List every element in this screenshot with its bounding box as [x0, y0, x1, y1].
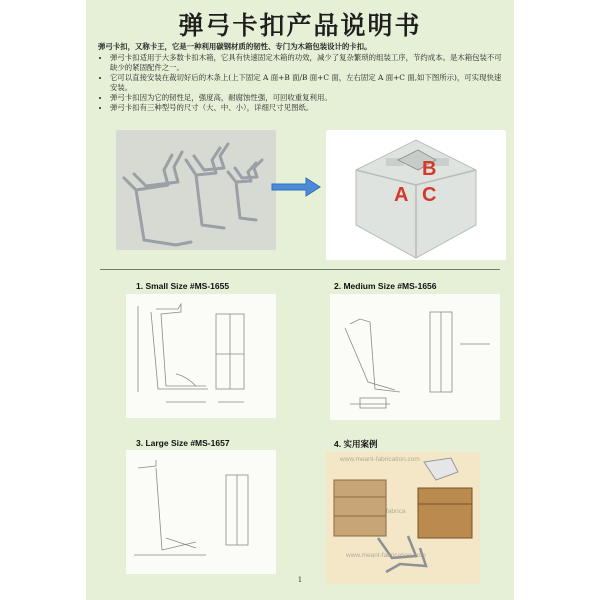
divider [100, 269, 500, 270]
use-case-photos [326, 452, 480, 584]
arrow-right-icon [270, 176, 322, 198]
technical-drawing [126, 450, 276, 574]
document-page [86, 0, 514, 600]
watermark-text: www.meant-fabrication.com [340, 456, 420, 463]
technical-drawing [330, 294, 500, 420]
intro-block [98, 42, 508, 113]
small-size-drawing [126, 294, 276, 418]
medium-size-drawing [330, 294, 500, 420]
bullet-list [98, 53, 508, 113]
intro-lead: 弹弓卡扣，又称卡王，它是一种利用碳钢材质的韧性、专门为木箱包装设计的卡扣。 [98, 42, 372, 51]
bullet-item: • 弹弓卡扣因为它的韧性足，强度高，耐腐蚀性强，可回收重复利用。 [110, 93, 508, 103]
label-b: B [422, 158, 437, 180]
page-number: 1 [297, 576, 303, 584]
section-heading: 3. Large Size #MS-1657 [136, 438, 230, 448]
crate-corner-illustration [326, 130, 506, 260]
label-c: C [422, 184, 437, 206]
watermark-text: fabrica [386, 508, 406, 515]
label-a: A [394, 184, 409, 206]
technical-drawing [126, 294, 276, 418]
large-size-drawing [126, 450, 276, 574]
crate-illustration [326, 452, 480, 584]
section-heading: 1. Small Size #MS-1655 [136, 281, 230, 291]
section-heading: 2. Medium Size #MS-1656 [334, 281, 437, 291]
clips-photo [116, 130, 276, 250]
watermark-text: www.meant-fabrication.com [346, 552, 426, 559]
section-heading: 4. 实用案例 [334, 439, 378, 449]
corner-photo [326, 130, 506, 260]
bullet-item: • 弹弓卡扣有三种型号的尺寸（大、中、小），详细尺寸见图纸。 [110, 103, 508, 113]
bullet-item: • 它可以直接安装在裁切好后的木条上(上下固定 A 面+B 面/B 面+C 面，左右固定 A 面+C 面,如下图所示)，可实现快速安装。 [110, 73, 508, 93]
clips-illustration [116, 130, 276, 250]
bullet-item: • 弹弓卡扣适用于大多数卡扣木箱，它具有快速固定木箱的功效，减少了复杂繁琐的组装工序，节约成本。是木箱包装不可缺少的紧固配件之一。 [110, 53, 508, 73]
document-title: 弹弓卡扣产品说明书 [178, 11, 422, 40]
